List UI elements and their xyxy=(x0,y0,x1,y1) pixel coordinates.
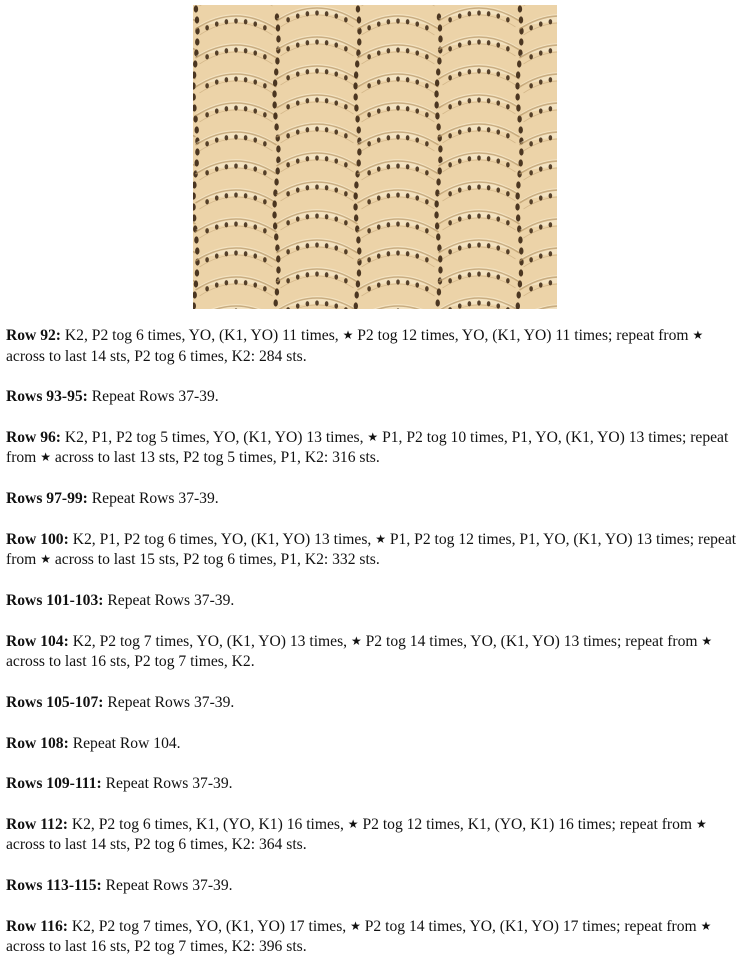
row-text: Repeat Rows 37-39. xyxy=(105,775,233,793)
row-label: Row 116: xyxy=(6,917,68,935)
pattern-instructions xyxy=(6,326,746,978)
star-icon: ★ xyxy=(692,328,704,342)
row-text: P1, P2 tog 10 times, P1, YO, (K1, YO) 13 times; repeat from xyxy=(6,428,729,467)
row-text: P2 tog 14 times, YO, (K1, YO) 13 times; repeat from xyxy=(361,632,702,650)
row-text: Repeat Row 104. xyxy=(72,734,181,752)
row-text: K2, P1, P2 tog 5 times, YO, (K1, YO) 13 times, xyxy=(64,428,368,446)
row-label: Row 112: xyxy=(6,815,68,833)
star-icon: ★ xyxy=(695,816,707,831)
star-icon: ★ xyxy=(701,633,713,648)
row-label: Rows 101-103: xyxy=(6,591,104,609)
instruction-row xyxy=(6,774,746,795)
row-text: across to last 14 sts, P2 tog 6 times, K2: 364 sts. xyxy=(6,836,307,854)
row-text: across to last 16 sts, P2 tog 7 times, K2. xyxy=(6,653,255,671)
row-text: P2 tog 12 times, K1, (YO, K1) 16 times; repeat from xyxy=(358,815,696,833)
instruction-row xyxy=(6,693,746,714)
instruction-row xyxy=(6,591,746,612)
star-icon: ★ xyxy=(375,531,386,546)
star-icon: ★ xyxy=(350,633,362,648)
star-icon: ★ xyxy=(40,450,51,465)
knit-lace-photo xyxy=(193,5,557,309)
row-label: Row 92: xyxy=(6,327,62,344)
row-label: Row 100: xyxy=(6,530,69,548)
row-label: Row 104: xyxy=(6,632,69,650)
instruction-row xyxy=(6,530,746,571)
instruction-row xyxy=(6,917,746,958)
row-text: K2, P1, P2 tog 6 times, YO, (K1, YO) 13 times, xyxy=(72,530,376,548)
instruction-row xyxy=(6,326,746,367)
row-text: K2, P2 tog 7 times, YO, (K1, YO) 17 times, xyxy=(71,917,351,935)
row-label: Rows 105-107: xyxy=(6,693,104,711)
row-text: across to last 14 sts, P2 tog 6 times, K2: 284 sts. xyxy=(6,347,307,365)
instruction-row xyxy=(6,632,746,673)
row-text: K2, P2 tog 6 times, YO, (K1, YO) 11 times, xyxy=(64,327,343,344)
row-text: across to last 15 sts, P2 tog 6 times, P1, K2: 332 sts. xyxy=(50,551,380,569)
row-text: P2 tog 12 times, YO, (K1, YO) 11 times; repeat from xyxy=(353,327,693,344)
instruction-row xyxy=(6,734,746,755)
row-text: Repeat Rows 37-39. xyxy=(91,388,219,406)
row-label: Rows 97-99: xyxy=(6,490,88,508)
row-text: across to last 13 sts, P2 tog 5 times, P1, K2: 316 sts. xyxy=(50,449,380,467)
star-icon: ★ xyxy=(350,918,361,933)
row-label: Rows 93-95: xyxy=(6,388,88,406)
row-text: across to last 16 sts, P2 tog 7 times, K2: 396 sts. xyxy=(6,938,307,956)
instruction-row xyxy=(6,876,746,897)
star-icon: ★ xyxy=(342,328,354,342)
star-icon: ★ xyxy=(347,816,359,831)
lace-pattern-image xyxy=(193,5,557,309)
star-icon: ★ xyxy=(367,429,379,444)
star-icon: ★ xyxy=(700,918,712,933)
row-label: Row 108: xyxy=(6,734,69,752)
row-text: K2, P2 tog 6 times, K1, (YO, K1) 16 times, xyxy=(71,815,348,833)
instruction-row xyxy=(6,387,746,408)
instruction-row xyxy=(6,428,746,469)
row-text: K2, P2 tog 7 times, YO, (K1, YO) 13 times, xyxy=(72,632,351,650)
star-icon: ★ xyxy=(40,552,51,567)
row-text: P2 tog 14 times, YO, (K1, YO) 17 times; repeat from xyxy=(360,917,701,935)
row-text: Repeat Rows 37-39. xyxy=(107,693,235,711)
row-label: Row 96: xyxy=(6,428,62,446)
row-text: Repeat Rows 37-39. xyxy=(107,591,235,609)
row-text: P1, P2 tog 12 times, P1, YO, (K1, YO) 13 times; repeat from xyxy=(6,530,737,569)
row-label: Rows 109-111: xyxy=(6,775,102,793)
row-text: Repeat Rows 37-39. xyxy=(105,877,233,895)
row-text: Repeat Rows 37-39. xyxy=(91,490,219,508)
instruction-row xyxy=(6,489,746,510)
row-label: Rows 113-115: xyxy=(6,877,102,895)
instruction-row xyxy=(6,815,746,856)
